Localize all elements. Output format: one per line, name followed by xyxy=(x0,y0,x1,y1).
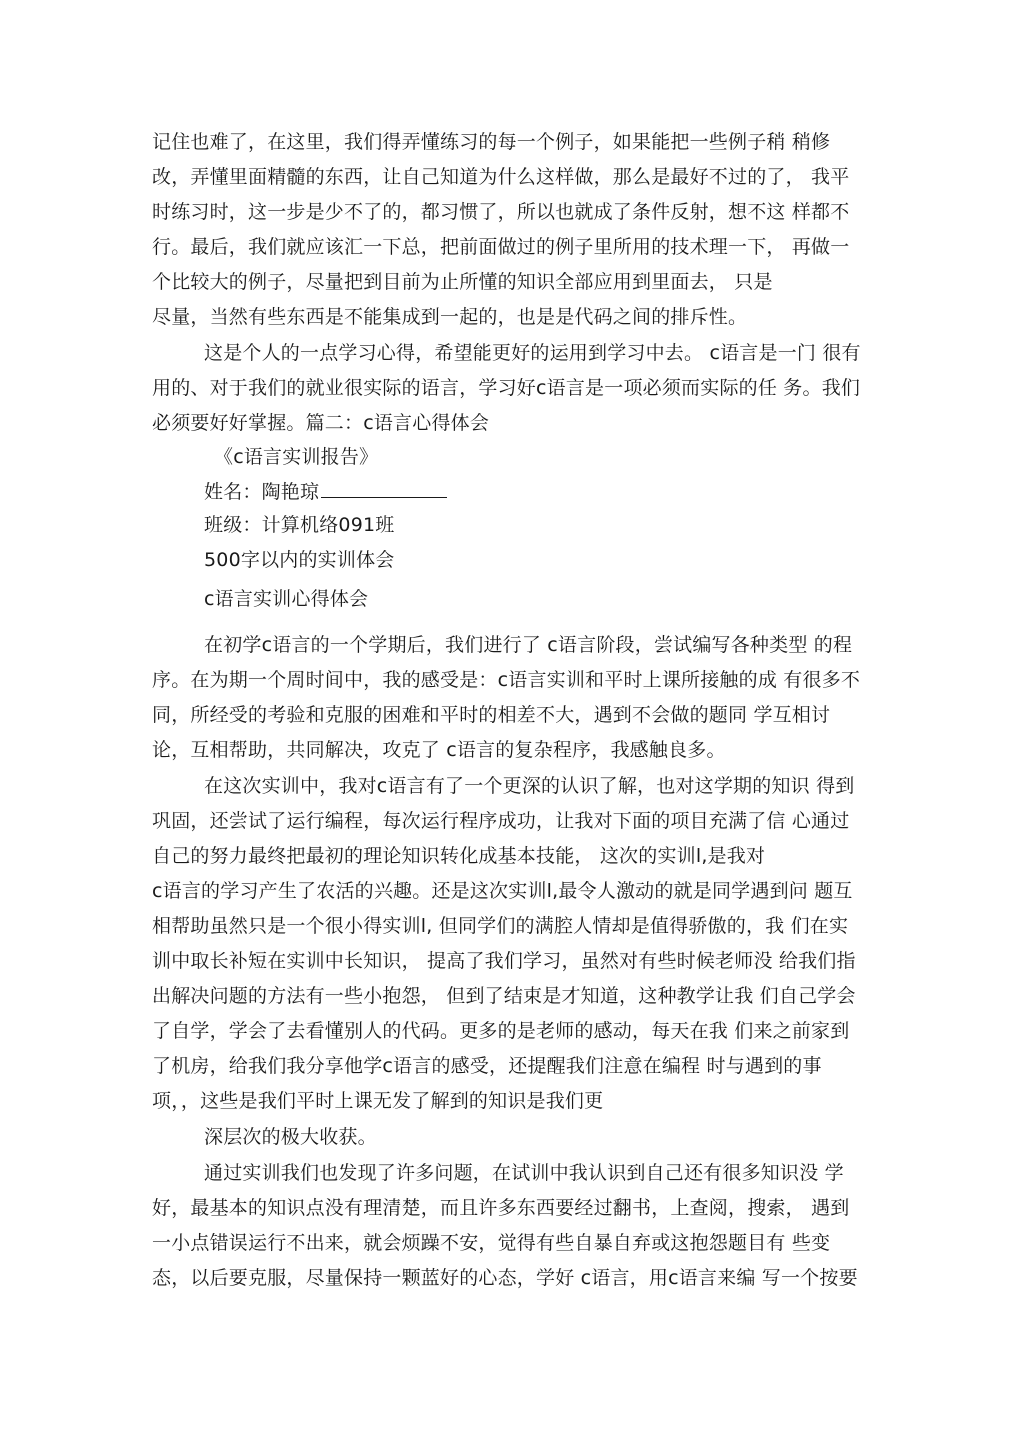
report-title: 《c语言实训报告》 xyxy=(214,446,379,468)
text-line: 同，所经受的考验和克服的困难和平时的相差不大，遇到不会做的题同 学互相讨 xyxy=(152,704,831,726)
text-line: 深层次的极大收获。 xyxy=(204,1126,377,1148)
text-line: 出解决问题的方法有一些小抱怨， 但到了结束是才知道，这种教学让我 们自己学会 xyxy=(152,985,856,1007)
text-line: 训中取长补短在实训中长知识， 提高了我们学习，虽然对有些时候老师没 给我们指 xyxy=(152,950,856,972)
paragraph-line: 在初学c语言的一个学期后，我们进行了 c语言阶段，尝试编写各种类型 的程 xyxy=(204,634,853,656)
text-line: 个比较大的例子，尽量把到目前为止所懂的知识全部应用到里面去， 只是 xyxy=(152,271,773,293)
name-underline xyxy=(321,479,447,498)
text-line: 一小点错误运行不出来，就会烦躁不安，觉得有些自暴自弃或这抱怨题目有 些变 xyxy=(152,1232,831,1254)
name-field xyxy=(204,479,924,504)
text-line: 好，最基本的知识点没有理清楚，而且许多东西要经过翻书，上查阅，搜索， 遇到 xyxy=(152,1197,850,1219)
text-line: 改，弄懂里面精髓的东西，让自己知道为什么这样做，那么是最好不过的了， 我平 xyxy=(152,166,850,188)
text-line: 序。在为期一个周时间中，我的感受是：c语言实训和平时上课所接触的成 有很多不 xyxy=(152,669,861,691)
text-line: 了机房，给我们我分享他学c语言的感受，还提醒我们注意在编程 时与遇到的事 xyxy=(152,1055,822,1077)
text-line: 自己的努力最终把最初的理论知识转化成基本技能， 这次的实训l,是我对 xyxy=(152,845,766,867)
text-line: 巩固，还尝试了运行编程，每次运行程序成功，让我对下面的项目充满了信 心通过 xyxy=(152,810,850,832)
text-line: 项，，这些是我们平时上课无发了解到的知识是我们更 xyxy=(152,1090,604,1112)
text-line: 用的、对于我们的就业很实际的语言，学习好c语言是一项必须而实际的任 务。我们 xyxy=(152,377,861,399)
class-field: 班级：计算机络091班 xyxy=(204,514,395,536)
text-line: 相帮助虽然只是一个很小得实训l, 但同学们的满腔人情却是值得骄傲的，我 们在实 xyxy=(152,915,849,937)
text-line: c语言的学习产生了农活的兴趣。还是这次实训l,最令人激动的就是同学遇到问 题互 xyxy=(152,880,853,902)
section-heading: c语言实训心得体会 xyxy=(204,588,369,610)
name-label: 姓名：陶艳琼 xyxy=(204,481,320,503)
text-line: 态，以后要克服，尽量保持一颗蓝好的心态，学好 c语言，用c语言来编 写一个按要 xyxy=(152,1267,858,1289)
text-line: 了自学，学会了去看懂别人的代码。更多的是老师的感动，每天在我 们来之前家到 xyxy=(152,1020,850,1042)
paragraph-line: 通过实训我们也发现了许多问题，在试训中我认识到自己还有很多知识没 学 xyxy=(204,1162,844,1184)
text-line: 尽量，当然有些东西是不能集成到一起的，也是是代码之间的排斥性。 xyxy=(152,306,748,328)
paragraph-line: 在这次实训中，我对c语言有了一个更深的认识了解，也对这学期的知识 得到 xyxy=(204,775,855,797)
word-limit-note: 500字以内的实训体会 xyxy=(204,549,395,571)
text-line: 记住也难了，在这里，我们得弄懂练习的每一个例子，如果能把一些例子稍 稍修 xyxy=(152,131,831,153)
text-line: 时练习时，这一步是少不了的，都习惯了，所以也就成了条件反射，想不这 样都不 xyxy=(152,201,850,223)
paragraph-line: 这是个人的一点学习心得，希望能更好的运用到学习中去。 c语言是一门 很有 xyxy=(204,342,861,364)
text-line: 必须要好好掌握。篇二：c语言心得体会 xyxy=(152,412,490,434)
text-line: 论，互相帮助，共同解决，攻克了 c语言的复杂程序，我感触良多。 xyxy=(152,739,726,761)
text-line: 行。最后，我们就应该汇一下总，把前面做过的例子里所用的技术理一下， 再做一 xyxy=(152,236,850,258)
